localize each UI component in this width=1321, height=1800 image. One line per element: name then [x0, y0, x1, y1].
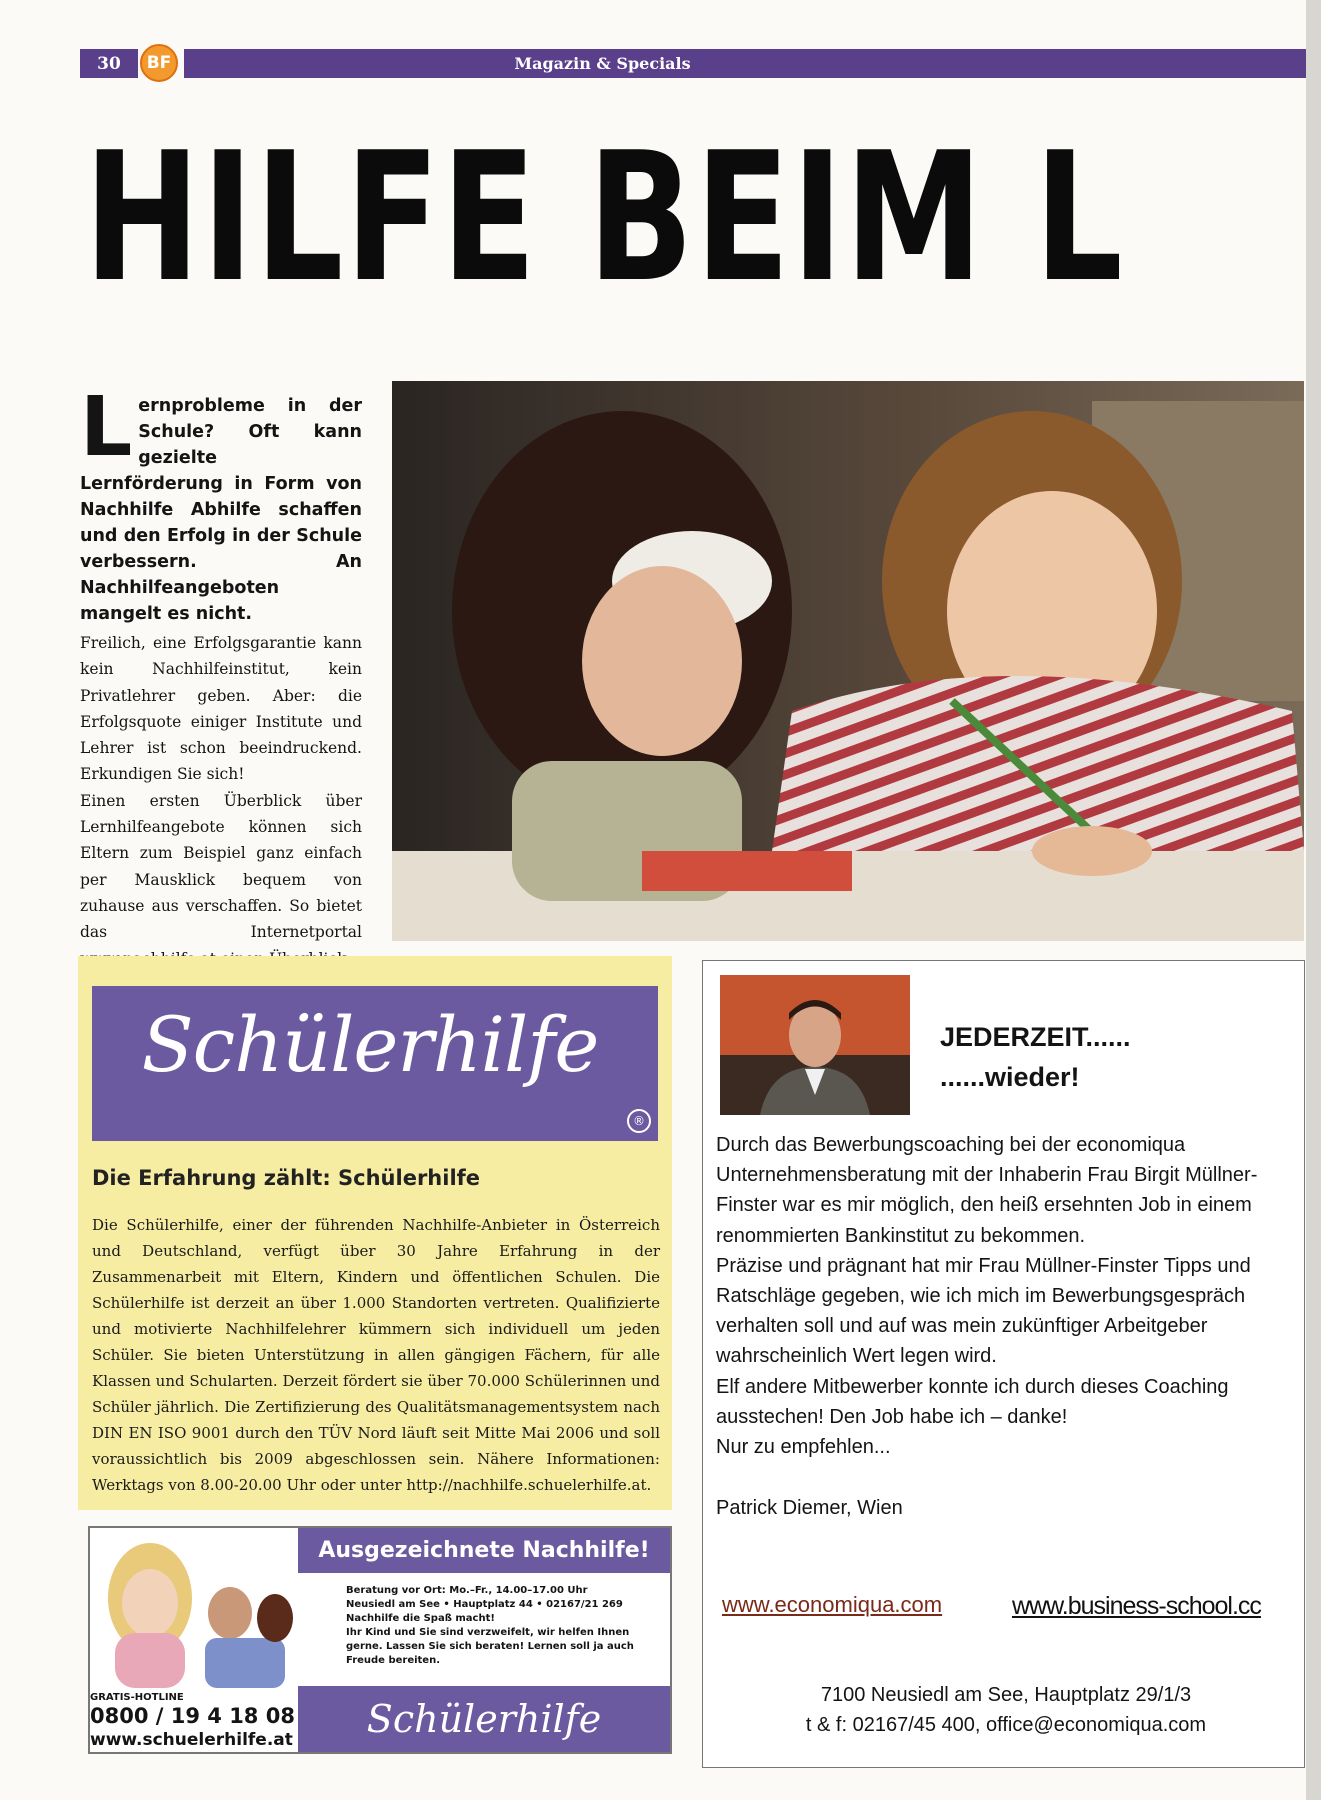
page-edge	[1306, 0, 1321, 1800]
intro-paragraph	[80, 380, 362, 627]
ad-text	[346, 1584, 646, 1668]
body-paragraph-1: Freilich, eine Erfolgsgarantie kann kein Nachhilfeinstitut, kein Privatlehrer geben. Aber: die Erfolgsquote einiger Institute und Lehrer ist schon beeindruckend. Erkundigen Sie sich!	[80, 634, 362, 784]
body-column	[80, 630, 362, 972]
article-photo	[392, 381, 1304, 941]
ad-line-3: Nachhilfe die Spaß macht!	[346, 1613, 495, 1624]
testimonial-title	[940, 1017, 1131, 1097]
testimonial-p3: Elf andere Mitbewerber konnte ich durch dieses Coaching ausstechen! Den Job habe ich – danke!	[716, 1375, 1229, 1428]
business-school-url[interactable]: www.business-school.cc	[1012, 1592, 1261, 1620]
ad-photo	[90, 1528, 296, 1688]
ad-line-1: Beratung vor Ort: Mo.–Fr., 14.00–17.00 Uhr	[346, 1585, 588, 1596]
section-header: Magazin & Specials	[184, 49, 1321, 78]
headline: HILFE BEIM L	[84, 114, 1125, 321]
schuelerhilfe-heading: Die Erfahrung zählt: Schülerhilfe	[92, 1166, 481, 1190]
dropcap: L	[80, 380, 133, 475]
body-paragraph-2: Einen ersten Überblick über Lernhilfeangebote können sich Eltern zum Beispiel ganz einfach per Mausklick bequem von zuhause aus verschaffen. So bietet das Internetportal	[80, 791, 362, 942]
testimonial-p4: Nur zu empfehlen...	[716, 1436, 891, 1459]
registered-mark: ®	[627, 1109, 651, 1133]
testimonial-text	[716, 1130, 1296, 1462]
hotline-number: 0800 / 19 4 18 08	[90, 1704, 295, 1728]
schuelerhilfe-logo: Schülerhilfe	[141, 1000, 599, 1089]
hotline-label: GRATIS-HOTLINE	[90, 1692, 184, 1703]
testimonial-p2: Präzise und prägnant hat mir Frau Müllner-Finster Tipps und Ratschläge gegeben, wie ich mich im Bewerbungsgespräch verhalten soll und auf was mein zukünftiger Arbeitgeber wahrscheinlich Wert legen wird.	[716, 1254, 1251, 1368]
economiqua-url[interactable]: www.economiqua.com	[722, 1592, 943, 1617]
address-line: 7100 Neusiedl am See, Hauptplatz 29/1/3	[820, 1684, 1192, 1706]
ad-headline: Ausgezeichnete Nachhilfe!	[298, 1528, 670, 1573]
page-number: 30	[80, 49, 138, 78]
title-line-1: JEDERZEIT......	[940, 1022, 1131, 1052]
testimonial-p1: Durch das Bewerbungscoaching bei der economiqua Unternehmensberatung mit der Inhaberin Frau Birgit Müllner-Finster war es mir möglich, den heiß ersehnten Job in einem renommierten Bankinstitut zu bekommen.	[716, 1134, 1258, 1247]
schuelerhilfe-text: Die Schülerhilfe, einer der führenden Nachhilfe-Anbieter in Österreich und Deutschland, verfügt über 30 Jahre Erfahrung in der Zusammenarbeit mit Eltern, Kindern und öffentlichen Schulen. Die Schülerhilfe ist derzeit an über 1.000 Standorten vertreten. Qualifizierte und motivierte Nachhilfelehrer kümmern sich individuell um jeden Schüler. Sie bieten Unterstützung in allen gängigen Fächern, für alle Klassen und Schularten. Derzeit fördert sie über 70.000 Schülerinnen und Schüler jährlich. Die Zertifizierung des Qualitätsmanagementsystem nach DIN EN ISO 9001 durch den TÜV Nord läuft seit Mitte Mai 2006 und soll voraussichtlich bis 2009 abgeschlossen sein. Nähere Informationen: Werktags von 8.00-20.00 Uhr oder unter http://nachhilfe.schuelerhilfe.at.	[92, 1216, 660, 1494]
intro-text: ernprobleme in der Schule? Oft kann gezielte Lernförderung in Form von Nachhilfe Abhilfe schaffen und den Erfolg in der Schule verbessern. An Nachhilfeangeboten mangelt es nicht.	[80, 396, 362, 624]
ad-url[interactable]: www.schuelerhilfe.at	[90, 1730, 293, 1750]
title-line-2: ......wieder!	[940, 1062, 1080, 1092]
ad-logo: Schülerhilfe	[298, 1686, 670, 1752]
address-block	[716, 1680, 1296, 1740]
testimonial-signature: Patrick Diemer, Wien	[716, 1497, 903, 1519]
ad-line-4: Ihr Kind und Sie sind verzweifelt, wir helfen Ihnen gerne. Lassen Sie sich beraten! Lernen soll ja auch Freude bereiten.	[346, 1627, 634, 1666]
testimonial-photo	[720, 975, 910, 1115]
ad-line-2: Neusiedl am See • Hauptplatz 44 • 02167/21 269	[346, 1599, 623, 1610]
magazine-logo: BF	[140, 44, 178, 82]
contact-line: t & f: 02167/45 400, office@economiqua.com	[805, 1714, 1207, 1736]
